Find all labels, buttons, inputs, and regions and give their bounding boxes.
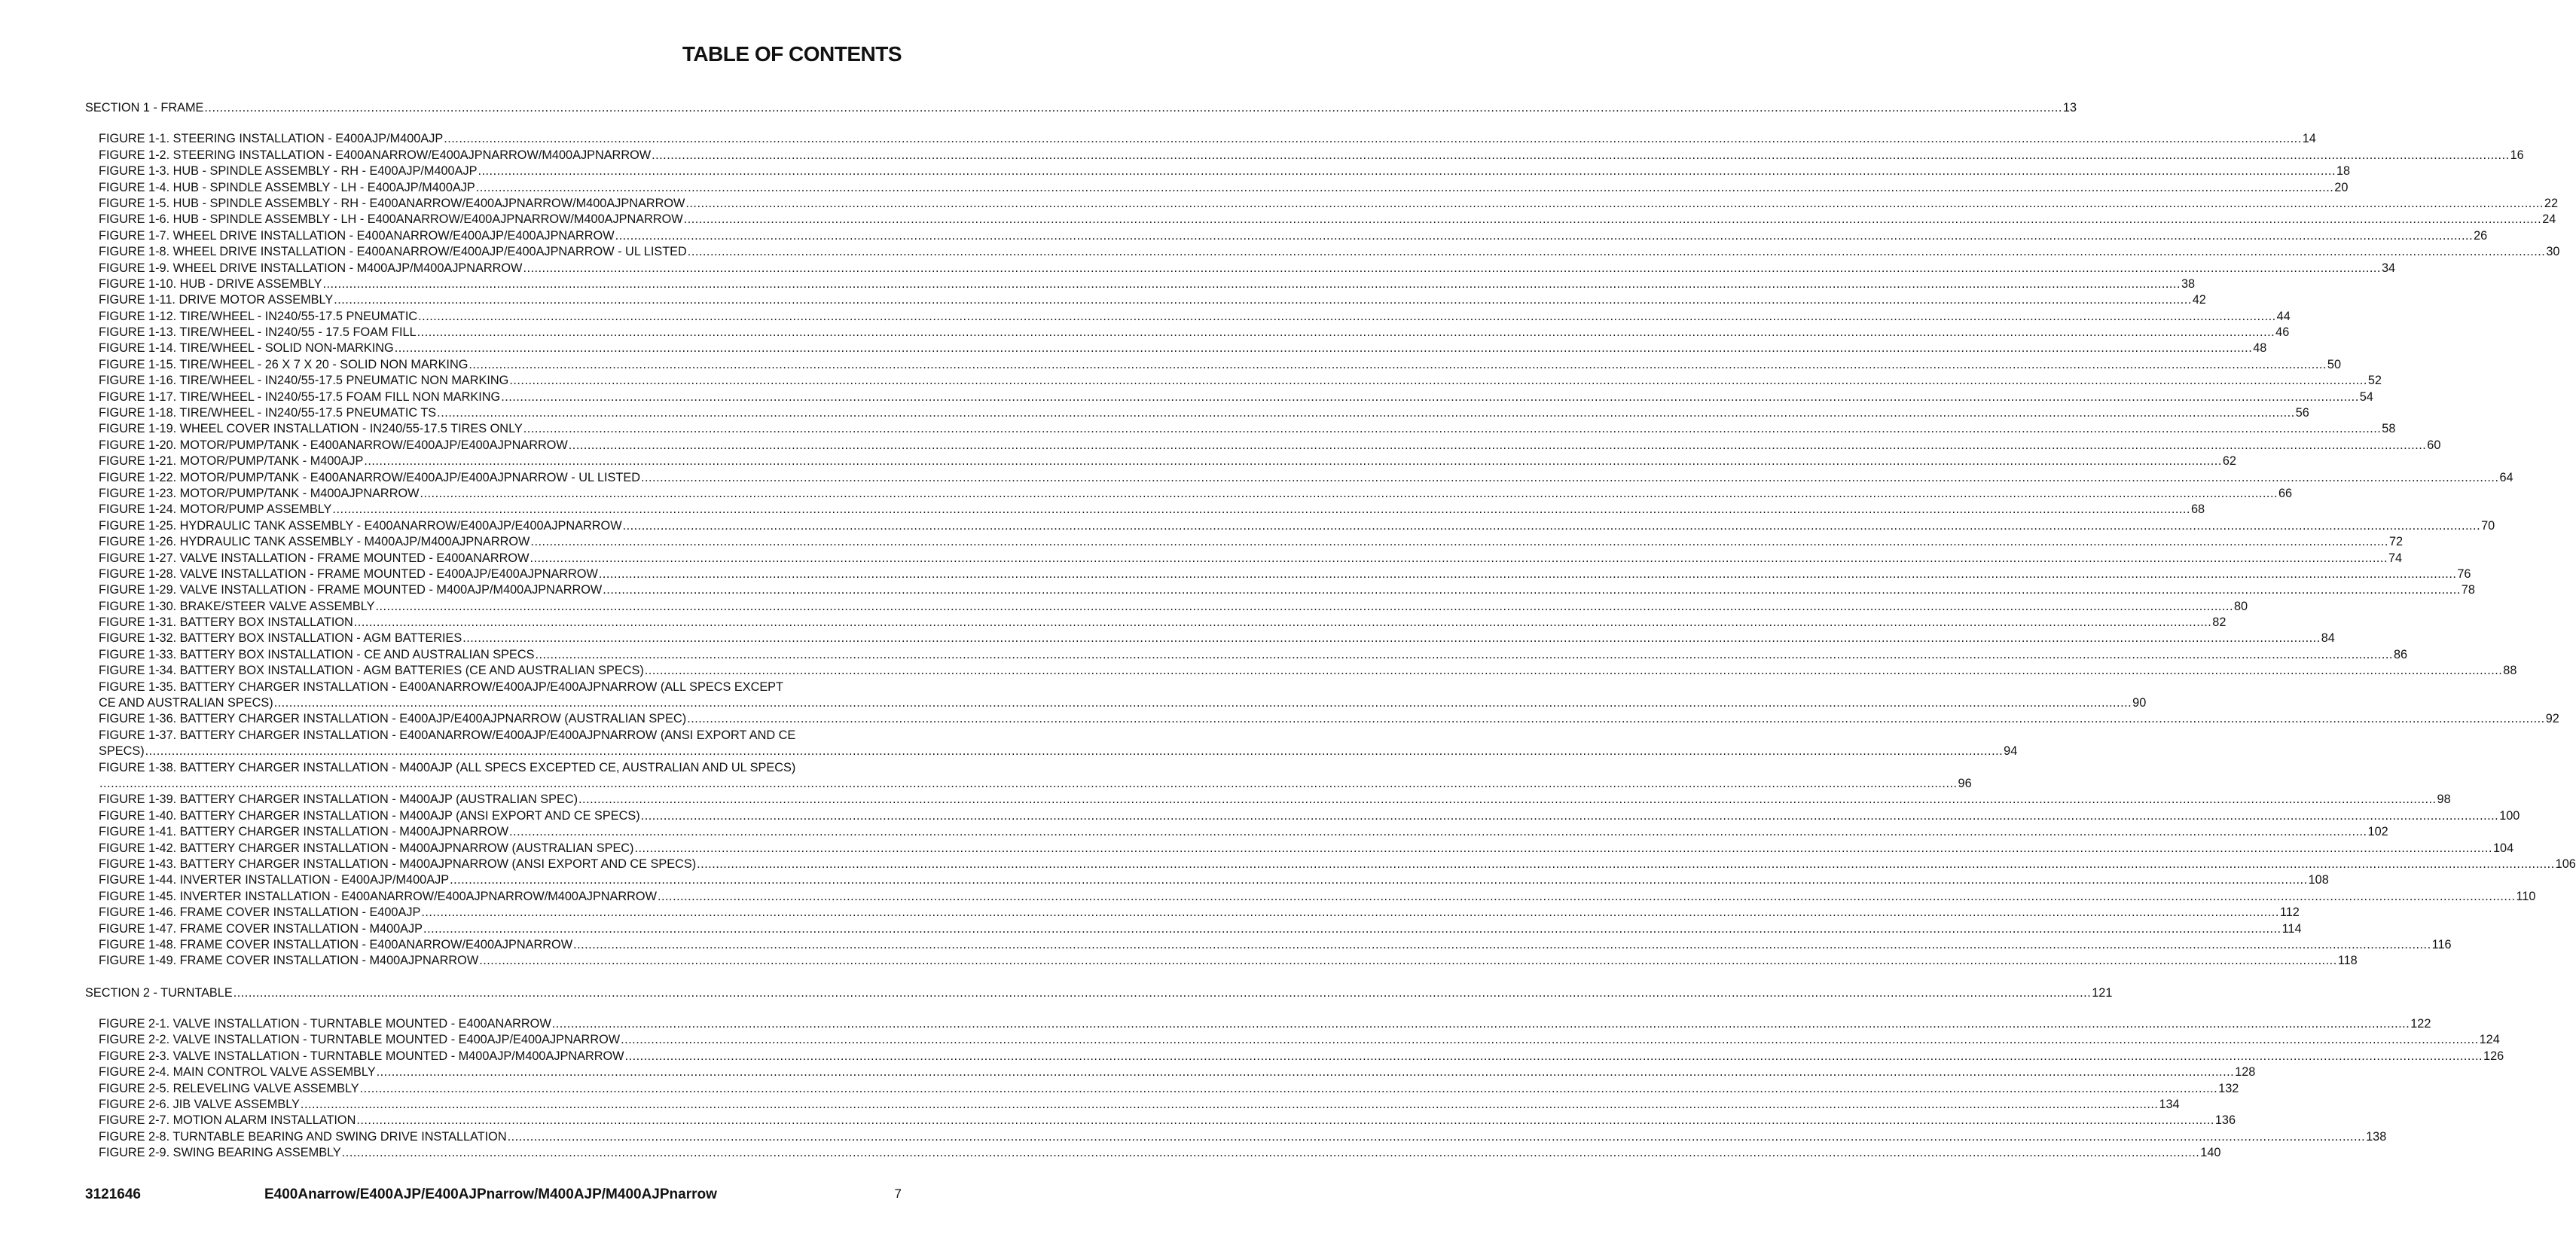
toc-page-number: 90	[2132, 696, 2147, 710]
toc-entry[interactable]	[85, 1016, 2431, 1032]
dot-leader	[476, 180, 2334, 196]
dot-leader	[687, 711, 2545, 727]
toc-entry-label: FIGURE 2-6. JIB VALVE ASSEMBLY	[99, 1098, 300, 1112]
dot-leader	[421, 905, 2279, 921]
toc-entry[interactable]	[85, 163, 2351, 179]
dot-leader	[332, 502, 2190, 518]
dot-leader	[360, 1081, 2218, 1097]
toc-entry-label: FIGURE 1-3. HUB - SPINDLE ASSEMBLY - RH - E400AJP/M400AJP	[99, 164, 478, 179]
toc-entry-label: FIGURE 1-22. MOTOR/PUMP/TANK - E400ANARROW/E400AJP/E400AJPNARROW - UL LISTED	[99, 470, 640, 484]
dot-leader	[523, 261, 2381, 276]
dot-leader	[652, 148, 2510, 163]
dot-leader	[479, 953, 2337, 969]
toc-entry-1-36[interactable]	[85, 711, 2559, 727]
dot-leader	[423, 921, 2281, 937]
toc-entry[interactable]	[85, 953, 2358, 969]
toc-entry-label: FIGURE 1-6. HUB - SPINDLE ASSEMBLY - LH - E400ANARROW/E400AJPNARROW/M400AJPNARROW	[99, 212, 683, 227]
dot-leader	[535, 647, 2393, 663]
toc-entry[interactable]	[85, 148, 2524, 163]
dot-leader	[444, 131, 2302, 147]
toc-entry[interactable]	[85, 937, 2452, 953]
toc-page-number: 132	[2218, 1081, 2239, 1095]
dot-leader	[145, 744, 2004, 759]
toc-entry[interactable]	[85, 470, 2513, 486]
toc-entry[interactable]	[85, 921, 2302, 937]
toc-entry-label: FIGURE 1-7. WHEEL DRIVE INSTALLATION - E400ANARROW/E400AJP/E400AJPNARROW	[99, 228, 615, 243]
toc-entry-label: FIGURE 1-30. BRAKE/STEER VALVE ASSEMBLY	[99, 599, 375, 613]
toc-entry[interactable]	[85, 534, 2404, 550]
dot-leader	[377, 1064, 2235, 1080]
toc-page-number: 20	[2334, 180, 2349, 194]
toc-page-number: 60	[2427, 438, 2441, 452]
dot-leader	[450, 872, 2308, 888]
dot-leader	[501, 389, 2359, 405]
toc-page-number: 106	[2555, 857, 2576, 871]
toc-entry[interactable]	[85, 421, 2396, 437]
spacer	[85, 970, 902, 985]
toc-page-number: 92	[2545, 712, 2559, 726]
dot-leader	[641, 808, 2499, 824]
toc-page-number: 16	[2510, 148, 2524, 162]
toc-entry-label: FIGURE 1-26. HYDRAULIC TANK ASSEMBLY - M400AJP/M400AJPNARROW	[99, 535, 530, 549]
toc-entry[interactable]	[85, 502, 2205, 518]
dot-leader	[322, 276, 2181, 292]
toc-entry-label: FIGURE 1-24. MOTOR/PUMP ASSEMBLY	[99, 502, 332, 517]
toc-entry-label: FIGURE 1-44. INVERTER INSTALLATION - E400AJP/M400AJP	[99, 873, 450, 887]
dot-leader	[478, 163, 2336, 179]
toc-entry[interactable]	[85, 647, 2408, 663]
toc-entry-label: FIGURE 1-19. WHEEL COVER INSTALLATION - IN240/55-17.5 TIRES ONLY	[99, 422, 523, 436]
toc-entry[interactable]	[85, 889, 2536, 905]
document-number: 3121646	[85, 1186, 141, 1202]
toc-list	[85, 100, 2576, 1162]
dot-leader	[462, 631, 2321, 646]
toc-entry-label: FIGURE 1-15. TIRE/WHEEL - 26 X 7 X 20 - SOLID NON MARKING	[99, 357, 469, 371]
toc-entry-label: FIGURE 2-9. SWING BEARING ASSEMBLY	[99, 1146, 341, 1160]
toc-entry[interactable]	[85, 212, 2556, 228]
dot-leader	[523, 421, 2382, 437]
toc-entry[interactable]	[85, 808, 2520, 824]
toc-entry-label: CE AND AUSTRALIAN SPECS)	[99, 696, 273, 710]
toc-entry-label: FIGURE 1-8. WHEEL DRIVE INSTALLATION - E400ANARROW/E400AJP/E400AJPNARROW - UL LISTED	[99, 245, 687, 259]
toc-entry[interactable]	[85, 357, 2342, 373]
toc-entry[interactable]	[85, 792, 2451, 808]
toc-entry[interactable]	[85, 1032, 2500, 1048]
dot-leader	[437, 405, 2295, 421]
dot-leader	[645, 663, 2503, 679]
toc-entry-label: FIGURE 1-45. INVERTER INSTALLATION - E400ANARROW/E400AJPNARROW/M400AJPNARROW	[99, 889, 657, 903]
toc-page-number: 102	[2367, 825, 2388, 839]
toc-entry-label: FIGURE 1-20. MOTOR/PUMP/TANK - E400ANARROW/E400AJP/E400AJPNARROW	[99, 438, 568, 452]
toc-entry[interactable]	[85, 1081, 2239, 1097]
toc-entry-label: FIGURE 1-16. TIRE/WHEEL - IN240/55-17.5 PNEUMATIC NON MARKING	[99, 374, 509, 388]
toc-entry[interactable]	[85, 373, 2382, 389]
dot-leader	[552, 1016, 2410, 1032]
toc-entry[interactable]	[85, 1049, 2504, 1064]
toc-entry-label: FIGURE 1-2. STEERING INSTALLATION - E400ANARROW/E400AJPNARROW/M400AJPNARROW	[99, 148, 652, 162]
dot-leader	[509, 373, 2367, 389]
toc-page-number: 50	[2327, 357, 2342, 371]
toc-entry[interactable]	[85, 518, 2495, 534]
section-2-figures	[85, 1016, 2504, 1162]
toc-entry[interactable]	[85, 824, 2388, 840]
toc-entry[interactable]	[85, 615, 2227, 631]
toc-entry-1-35-line1[interactable]	[85, 680, 902, 695]
toc-page-number: 112	[2279, 906, 2300, 920]
toc-entry-label: FIGURE 1-37. BATTERY CHARGER INSTALLATION - E400ANARROW/E400AJP/E400AJPNARROW (ANSI EXPORT AND CE	[99, 728, 796, 742]
toc-entry[interactable]	[85, 196, 2559, 212]
toc-entry-label: FIGURE 1-49. FRAME COVER INSTALLATION - M400AJPNARROW	[99, 954, 479, 968]
toc-entry[interactable]	[85, 1129, 2387, 1145]
dot-leader	[685, 196, 2544, 212]
toc-entry-label: FIGURE 1-13. TIRE/WHEEL - IN240/55 - 17.5 FOAM FILL	[99, 325, 417, 340]
toc-page-number: 86	[2393, 647, 2408, 661]
toc-page-number: 122	[2410, 1017, 2431, 1031]
toc-entry[interactable]	[85, 276, 2196, 292]
toc-page-number: 54	[2359, 389, 2373, 404]
toc-page-number: 66	[2278, 486, 2293, 500]
dot-leader	[420, 486, 2278, 502]
dot-leader	[623, 518, 2481, 534]
toc-page-number: 134	[2159, 1098, 2180, 1112]
toc-entry-label: FIGURE 1-12. TIRE/WHEEL - IN240/55-17.5 PNEUMATIC	[99, 309, 418, 323]
toc-entry-label: FIGURE 1-17. TIRE/WHEEL - IN240/55-17.5 FOAM FILL NON MARKING	[99, 389, 501, 404]
toc-entry[interactable]	[85, 567, 2471, 582]
toc-entry[interactable]	[85, 841, 2514, 857]
dot-leader	[658, 889, 2516, 905]
dot-leader	[530, 534, 2388, 550]
dot-leader	[417, 325, 2275, 341]
dot-leader	[508, 1129, 2366, 1145]
dot-leader	[418, 309, 2276, 325]
toc-page-number: 108	[2308, 873, 2329, 887]
toc-page-number: 68	[2190, 502, 2205, 517]
dot-leader	[641, 470, 2499, 486]
toc-entry-1-38-line1[interactable]	[85, 760, 902, 776]
dot-leader	[354, 615, 2212, 631]
toc-entry-label: FIGURE 2-7. MOTION ALARM INSTALLATION	[99, 1113, 356, 1128]
toc-entry[interactable]	[85, 486, 2293, 502]
page-footer	[85, 1186, 902, 1205]
dot-leader	[334, 292, 2192, 308]
toc-entry[interactable]	[85, 857, 2576, 872]
toc-entry[interactable]	[85, 582, 2475, 598]
model-list: E400Anarrow/E400AJP/E400AJPnarrow/M400AJP/M400AJPnarrow	[264, 1186, 717, 1202]
toc-page-number: 88	[2503, 664, 2517, 678]
toc-entry[interactable]	[85, 180, 2349, 196]
toc-page-number: 70	[2481, 518, 2495, 533]
toc-entry-label: FIGURE 1-9. WHEEL DRIVE INSTALLATION - M400AJP/M400AJPNARROW	[99, 261, 523, 275]
toc-entry[interactable]	[85, 228, 2488, 244]
toc-entry-label: FIGURE 1-31. BATTERY BOX INSTALLATION	[99, 615, 353, 630]
toc-page-number: 56	[2295, 406, 2309, 420]
page-number: 7	[894, 1186, 902, 1201]
section-1-figures-continued	[85, 792, 2576, 969]
toc-entry-label: FIGURE 1-34. BATTERY BOX INSTALLATION - AGM BATTERIES (CE AND AUSTRALIAN SPECS)	[99, 664, 644, 678]
toc-entry-label: FIGURE 2-8. TURNTABLE BEARING AND SWING DRIVE INSTALLATION	[99, 1129, 507, 1144]
toc-page-number: 140	[2200, 1146, 2221, 1160]
toc-page-number: 44	[2276, 309, 2291, 323]
toc-entry-label: FIGURE 1-14. TIRE/WHEEL - SOLID NON-MARKING	[99, 341, 394, 356]
toc-entry[interactable]	[85, 325, 2290, 341]
toc-page-number: 76	[2457, 567, 2471, 581]
toc-page-number: 38	[2181, 276, 2196, 291]
toc-entry[interactable]	[85, 454, 2236, 469]
toc-page-number: 124	[2479, 1033, 2500, 1047]
toc-entry-label: FIGURE 1-38. BATTERY CHARGER INSTALLATION - M400AJP (ALL SPECS EXCEPTED CE, AUSTRALIAN AND UL SPECS)	[99, 760, 796, 774]
toc-entry-label: FIGURE 1-29. VALVE INSTALLATION - FRAME MOUNTED - M400AJP/M400AJPNARROW	[99, 583, 603, 597]
toc-page-number: 62	[2222, 454, 2236, 469]
toc-page-number: 136	[2214, 1113, 2236, 1128]
toc-entry-label: FIGURE 2-3. VALVE INSTALLATION - TURNTABLE MOUNTED - M400AJP/M400AJPNARROW	[99, 1049, 624, 1063]
toc-page-number: 110	[2516, 889, 2536, 903]
toc-page-number: 34	[2381, 261, 2396, 275]
toc-page-number: 118	[2337, 954, 2358, 968]
toc-entry-label: FIGURE 2-2. VALVE INSTALLATION - TURNTABLE MOUNTED - E400AJP/E400AJPNARROW	[99, 1033, 621, 1047]
toc-entry[interactable]	[85, 1064, 2256, 1080]
toc-entry-label: FIGURE 1-46. FRAME COVER INSTALLATION - E400AJP	[99, 906, 421, 920]
toc-entry-label: FIGURE 1-5. HUB - SPINDLE ASSEMBLY - RH - E400ANARROW/E400AJPNARROW/M400AJPNARROW	[99, 196, 685, 210]
toc-entry[interactable]	[85, 261, 2396, 276]
toc-entry-label: FIGURE 1-11. DRIVE MOTOR ASSEMBLY	[99, 293, 334, 307]
toc-page-number: 138	[2366, 1129, 2387, 1144]
toc-page-number: 84	[2321, 631, 2335, 646]
dot-leader	[204, 100, 2062, 116]
toc-page-number: 26	[2474, 228, 2488, 243]
toc-entry[interactable]	[85, 292, 2206, 308]
toc-page-number: 104	[2493, 841, 2514, 855]
dot-leader	[599, 567, 2457, 582]
toc-page-number: 116	[2431, 937, 2452, 951]
toc-entry-label: FIGURE 1-43. BATTERY CHARGER INSTALLATION - M400AJPNARROW (ANSI EXPORT AND CE SPECS)	[99, 857, 697, 871]
dot-leader	[375, 599, 2233, 615]
toc-section-1[interactable]	[85, 100, 2077, 116]
toc-entry[interactable]	[85, 309, 2291, 325]
dot-leader	[364, 454, 2222, 469]
toc-entry[interactable]	[85, 405, 2309, 421]
toc-page-number: 30	[2546, 245, 2560, 259]
toc-page-number: 78	[2461, 583, 2475, 597]
dot-leader	[625, 1049, 2483, 1064]
toc-entry-label: FIGURE 1-42. BATTERY CHARGER INSTALLATION - M400AJPNARROW (AUSTRALIAN SPEC)	[99, 841, 634, 855]
dot-leader	[697, 857, 2555, 872]
toc-page-number: 82	[2212, 615, 2227, 630]
toc-entry-label: FIGURE 1-4. HUB - SPINDLE ASSEMBLY - LH - E400AJP/M400AJP	[99, 180, 475, 194]
toc-entry[interactable]	[85, 1145, 2221, 1161]
toc-page-number: 18	[2336, 164, 2351, 179]
dot-leader	[603, 582, 2461, 598]
toc-entry-label: FIGURE 1-21. MOTOR/PUMP/TANK - M400AJP	[99, 454, 364, 469]
toc-entry-label: FIGURE 1-47. FRAME COVER INSTALLATION - M400AJP	[99, 921, 423, 936]
toc-page-number: 42	[2192, 293, 2206, 307]
toc-entry-label: SPECS)	[99, 744, 145, 759]
toc-page-number: 24	[2542, 212, 2556, 227]
toc-entry-label: SECTION 2 - TURNTABLE	[85, 985, 233, 1000]
toc-page-number: 72	[2388, 535, 2404, 549]
toc-entry-label: FIGURE 1-18. TIRE/WHEEL - IN240/55-17.5 PNEUMATIC TS	[99, 406, 437, 420]
toc-entry-label: FIGURE 1-27. VALVE INSTALLATION - FRAME MOUNTED - E400ANARROW	[99, 551, 530, 565]
page-title: TABLE OF CONTENTS	[682, 42, 902, 66]
dot-leader	[569, 438, 2427, 454]
toc-page-number: 100	[2499, 808, 2520, 823]
toc-entry[interactable]	[85, 631, 2335, 647]
toc-page-number: 121	[2092, 985, 2113, 1000]
toc-entry-label: FIGURE 1-1. STEERING INSTALLATION - E400AJP/M400AJP	[99, 132, 444, 146]
toc-entry-label: FIGURE 1-10. HUB - DRIVE ASSEMBLY	[99, 276, 322, 291]
toc-page-number: 128	[2235, 1065, 2256, 1080]
dot-leader	[233, 985, 2092, 1001]
toc-entry-label: FIGURE 2-1. VALVE INSTALLATION - TURNTABLE MOUNTED - E400ANARROW	[99, 1017, 551, 1031]
dot-leader	[615, 228, 2474, 244]
toc-entry-label: FIGURE 1-35. BATTERY CHARGER INSTALLATION - E400ANARROW/E400AJP/E400AJPNARROW (ALL SPECS EXCEPT	[99, 680, 783, 694]
dot-leader	[274, 695, 2132, 711]
dot-leader	[578, 792, 2437, 808]
toc-entry[interactable]	[85, 389, 2373, 405]
section-1-figures	[85, 131, 2560, 679]
toc-entry-1-37-line1[interactable]	[85, 728, 902, 744]
toc-entry[interactable]	[85, 341, 2267, 356]
toc-entry[interactable]	[85, 1113, 2236, 1128]
dot-leader	[99, 776, 1958, 792]
dot-leader	[530, 551, 2388, 567]
toc-entry[interactable]	[85, 551, 2403, 567]
dot-leader	[621, 1032, 2479, 1048]
toc-entry-label: FIGURE 1-25. HYDRAULIC TANK ASSEMBLY - E400ANARROW/E400AJP/E400AJPNARROW	[99, 518, 622, 533]
toc-entry-label: FIGURE 1-36. BATTERY CHARGER INSTALLATION - E400AJP/E400AJPNARROW (AUSTRALIAN SPEC)	[99, 712, 687, 726]
toc-entry-label: FIGURE 1-41. BATTERY CHARGER INSTALLATION - M400AJPNARROW	[99, 825, 509, 839]
toc-entry[interactable]	[85, 599, 2248, 615]
dot-leader	[688, 244, 2546, 260]
toc-page-number: 74	[2388, 551, 2403, 565]
toc-entry-label: FIGURE 1-33. BATTERY BOX INSTALLATION - CE AND AUSTRALIAN SPECS	[99, 647, 535, 661]
toc-entry-label: FIGURE 1-40. BATTERY CHARGER INSTALLATION - M400AJP (ANSI EXPORT AND CE SPECS)	[99, 808, 640, 823]
toc-page-number: 14	[2302, 132, 2316, 146]
toc-entry-label: FIGURE 2-5. RELEVELING VALVE ASSEMBLY	[99, 1081, 359, 1095]
toc-entry-label: FIGURE 1-28. VALVE INSTALLATION - FRAME MOUNTED - E400AJP/E400AJPNARROW	[99, 567, 598, 581]
toc-page-number: 64	[2499, 470, 2513, 484]
toc-page-number: 52	[2367, 374, 2382, 388]
toc-entry[interactable]	[85, 1097, 2180, 1113]
toc-entry-label: FIGURE 2-4. MAIN CONTROL VALVE ASSEMBLY	[99, 1065, 376, 1080]
dot-leader	[395, 341, 2253, 356]
dot-leader	[509, 824, 2367, 840]
toc-entry[interactable]	[85, 663, 2517, 679]
toc-page-number: 94	[2004, 744, 2018, 759]
toc-page-number: 22	[2544, 196, 2559, 210]
toc-page-number: 98	[2437, 793, 2451, 807]
toc-entry-label: FIGURE 1-32. BATTERY BOX INSTALLATION - AGM BATTERIES	[99, 631, 462, 646]
toc-entry[interactable]	[85, 872, 2329, 888]
toc-entry-label: FIGURE 1-39. BATTERY CHARGER INSTALLATION - M400AJP (AUSTRALIAN SPEC)	[99, 793, 578, 807]
toc-entry-label: FIGURE 1-48. FRAME COVER INSTALLATION - E400ANARROW/E400AJPNARROW	[99, 937, 573, 951]
toc-entry-1-37-line2[interactable]	[85, 744, 2018, 759]
toc-entry-1-35-line2[interactable]	[85, 695, 2147, 711]
toc-entry-label: SECTION 1 - FRAME	[85, 100, 204, 115]
toc-entry[interactable]	[85, 131, 2316, 147]
toc-entry-1-38-line2[interactable]	[85, 776, 1972, 792]
toc-entry[interactable]	[85, 244, 2560, 260]
toc-page-number: 13	[2062, 100, 2077, 115]
toc-page-number: 46	[2275, 325, 2290, 340]
toc-page-number: 80	[2233, 599, 2248, 613]
toc-entry[interactable]	[85, 438, 2441, 454]
dot-leader	[573, 937, 2431, 953]
toc-page-number: 114	[2281, 921, 2302, 936]
dot-leader	[634, 841, 2492, 857]
toc-page-number: 126	[2483, 1049, 2504, 1063]
dot-leader	[684, 212, 2542, 228]
toc-page-number: 48	[2253, 341, 2267, 356]
toc-entry-label: FIGURE 1-23. MOTOR/PUMP/TANK - M400AJPNARROW	[99, 486, 420, 500]
toc-page-number: 58	[2382, 422, 2396, 436]
toc-page-number: 96	[1958, 777, 1972, 790]
dot-leader	[356, 1113, 2214, 1128]
dot-leader	[469, 357, 2327, 373]
dot-leader	[301, 1097, 2159, 1113]
toc-section-2[interactable]	[85, 985, 2113, 1001]
toc-entry[interactable]	[85, 905, 2300, 921]
dot-leader	[342, 1145, 2200, 1161]
